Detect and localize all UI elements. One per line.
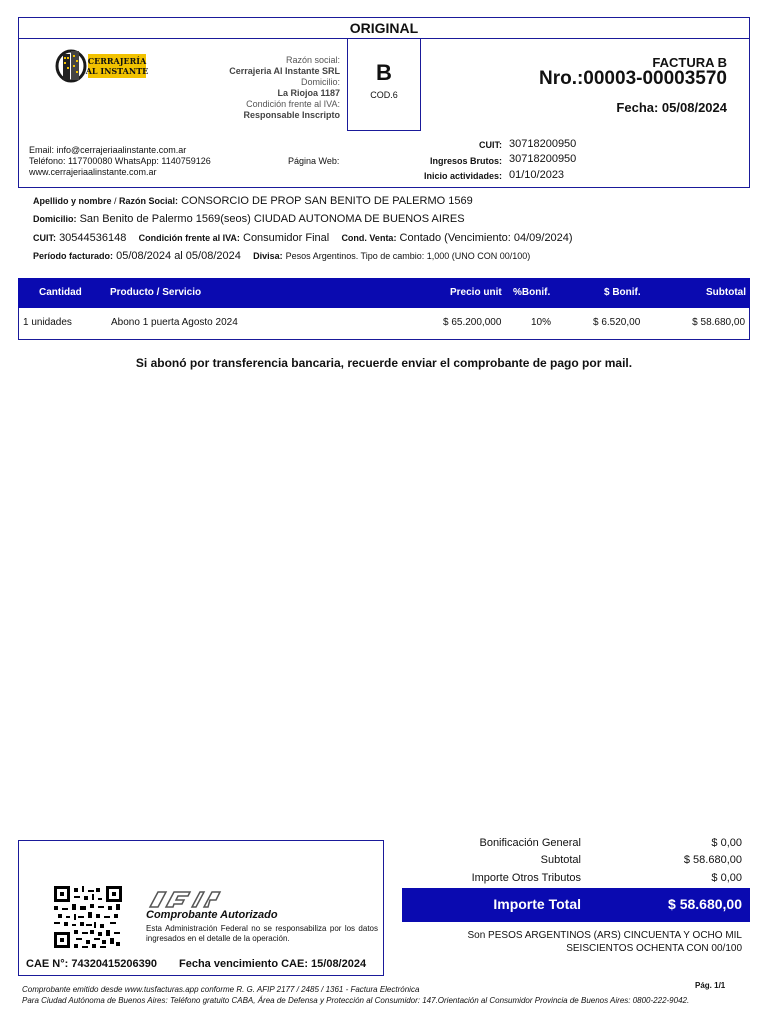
col-producto: Producto / Servicio: [110, 287, 202, 298]
periodo-label: Período facturado:: [33, 251, 114, 261]
afip-disclaimer: Esta Administración Federal no se responsabiliza por los datos ingresados en el detalle de la operación.: [146, 924, 378, 943]
col-precio: Precio unit: [450, 287, 502, 298]
bonif-general-label: Bonificación General: [479, 837, 581, 849]
afip-logo-icon: [146, 890, 222, 908]
client-tax-row: [33, 232, 573, 244]
client-iva: Consumidor Final: [243, 232, 330, 244]
periodo: 05/08/2024 al 05/08/2024: [116, 250, 241, 262]
total-bar: [402, 888, 750, 922]
divisa: Pesos Argentinos. Tipo de cambio: 1,000 (UNO CON 00/100): [285, 251, 531, 261]
importe-total-value: $ 58.680,00: [668, 896, 742, 912]
issuer-domicilio: La Riojoa 1187: [277, 88, 340, 98]
issuer-inicio: 01/10/2023: [509, 169, 565, 181]
invoice-date: Fecha: 05/08/2024: [616, 100, 727, 115]
issuer-block: [190, 55, 340, 121]
divisa-label: Divisa:: [253, 251, 283, 261]
invoice-letter-box: [347, 38, 421, 131]
logo-text-2: AL INSTANTE: [85, 66, 148, 76]
client-name-label: Apellido y nombre: [33, 196, 112, 206]
otros-tributos-value: $ 0,00: [711, 872, 742, 884]
qr-code-icon: [54, 886, 122, 948]
page-number: Pág. 1/1: [695, 981, 726, 990]
amount-in-words-line2: SEISCIENTOS OCHENTA CON 00/100: [566, 943, 742, 954]
client-name-row: [33, 195, 473, 207]
issuer-website[interactable]: www.cerrajeriaalinstante.com.ar: [29, 167, 157, 177]
amount-in-words-line1: Son PESOS ARGENTINOS (ARS) CINCUENTA Y OCHO MIL: [467, 930, 742, 941]
row-bonif-pct: 10%: [531, 317, 552, 328]
importe-total-label: Importe Total: [493, 896, 581, 912]
row-precio: $ 65.200,000: [443, 317, 502, 328]
invoice-letter: B: [376, 60, 392, 85]
razon-social-label: Razón social:: [285, 55, 340, 65]
invoice-number: Nro.:00003-00003570: [538, 68, 727, 89]
invoice-code: COD.6: [370, 90, 398, 100]
transfer-note: Si abonó por transferencia bancaria, recuerde enviar el comprobante de pago por mail.: [135, 356, 633, 370]
iva-label: Condición frente al IVA:: [246, 99, 340, 109]
company-logo: [54, 48, 148, 84]
subtotal-label: Subtotal: [540, 854, 581, 866]
comprobante-autorizado: Comprobante Autorizado: [146, 909, 278, 921]
issuer-iva: Responsable Inscripto: [243, 110, 340, 120]
row-bonif-amt: $ 6.520,00: [593, 317, 641, 328]
iibb-label: Ingresos Brutos:: [429, 156, 502, 166]
issuer-iibb: 30718200950: [509, 153, 577, 165]
row-cantidad: 1 unidades: [23, 317, 72, 328]
client-period-row: [33, 250, 530, 262]
issuer-phone: Teléfono: 117700080 WhatsApp: 1140759126: [29, 156, 211, 166]
client-cuit-label: CUIT:: [33, 233, 56, 243]
issuer-email[interactable]: Email: info@cerrajeriaalinstante.com.ar: [29, 145, 187, 155]
client-name-label-sep: /: [111, 196, 120, 206]
client-domicilio-row: [33, 213, 465, 225]
pagina-web-label: Página Web:: [288, 156, 340, 166]
client-domicilio: San Benito de Palermo 1569(seos) CIUDAD AUTONOMA DE BUENOS AIRES: [79, 213, 465, 225]
footer-legal-2: Para Ciudad Autónoma de Buenos Aires: Teléfono gratuito CABA, Área de Defensa y Protección al Consumidor: 147.Orientación al Consumidor Provincia de Buenos Aires: 0800-222-9042.: [22, 996, 690, 1005]
table-row: [18, 308, 750, 340]
cae-expiry: Fecha vencimiento CAE: 15/08/2024: [179, 958, 367, 970]
client-razon-label: Razón Social:: [119, 196, 179, 206]
otros-tributos-label: Importe Otros Tributos: [471, 872, 581, 884]
row-producto: Abono 1 puerta Agosto 2024: [111, 317, 238, 328]
items-table-header: [18, 278, 750, 308]
client-name: CONSORCIO DE PROP SAN BENITO DE PALERMO 1569: [181, 195, 473, 207]
amount-in-words: [402, 929, 742, 955]
cae-number: CAE N°: 74320415206390: [26, 958, 157, 970]
client-cuit: 30544536148: [59, 232, 127, 244]
col-cantidad: Cantidad: [39, 287, 82, 298]
razon-social: Cerrajeria Al Instante SRL: [229, 66, 340, 76]
col-subtotal: Subtotal: [706, 287, 746, 298]
original-label: ORIGINAL: [18, 17, 750, 39]
cuit-label: CUIT:: [479, 140, 502, 150]
invoice-type: FACTURA B: [652, 55, 727, 70]
issuer-cuit: 30718200950: [509, 138, 577, 150]
cond-venta: Contado (Vencimiento: 04/09/2024): [399, 232, 573, 244]
logo-text-1: CERRAJERÍA: [87, 56, 147, 66]
inicio-label: Inicio actividades:: [423, 171, 502, 181]
col-bonif-pct: %Bonif.: [513, 287, 551, 298]
subtotal-value: $ 58.680,00: [683, 854, 742, 866]
client-iva-label: Condición frente al IVA:: [138, 233, 240, 243]
domicilio-label: Domicilio:: [300, 77, 340, 87]
row-subtotal: $ 58.680,00: [692, 317, 745, 328]
client-domicilio-label: Domicilio:: [33, 214, 77, 224]
col-bonif-amt: $ Bonif.: [604, 287, 641, 298]
bonif-general-value: $ 0,00: [711, 837, 742, 849]
cond-venta-label: Cond. Venta:: [341, 233, 397, 243]
footer-legal-1: Comprobante emitido desde www.tusfacturas.app conforme R. G. AFIP 2177 / 2485 / 1361 - Factura Electrónica: [22, 985, 420, 994]
